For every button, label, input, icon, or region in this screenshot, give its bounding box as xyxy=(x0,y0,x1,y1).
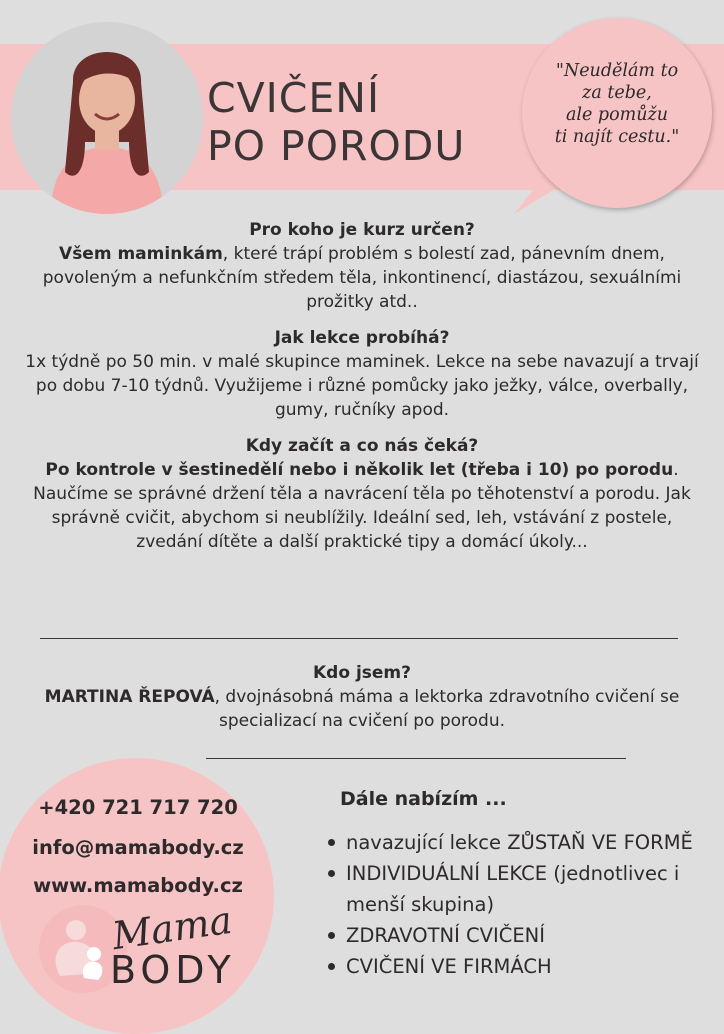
about-name: MARTINA ŘEPOVÁ xyxy=(44,687,215,707)
divider-top xyxy=(40,638,678,639)
about-text xyxy=(20,685,704,733)
section-when-to-start xyxy=(20,434,704,554)
divider-bottom xyxy=(206,758,626,759)
contact-phone[interactable]: +420 721 717 720 xyxy=(38,796,238,819)
title-line-1: CVIČENÍ xyxy=(207,74,381,122)
section-how-it-works xyxy=(20,326,704,422)
about-body: , dvojnásobná máma a lektorka zdravotního cvičení se specializací na cvičení po porodu. xyxy=(214,687,680,731)
section-body: . Naučíme se správné držení těla a navrácení těla po těhotenství a porodu. Jak správně cvičit, abychom si neublížily. Ideální sed, leh, vstávání z postele, zvedání dítěte a další praktické tipy a domácí úkoly... xyxy=(33,460,691,552)
logo-script-text: Mama xyxy=(109,897,235,959)
instructor-photo xyxy=(11,22,203,214)
title-line-2: PO PORODU xyxy=(207,122,466,170)
offers-heading: Dále nabízím ... xyxy=(340,788,507,810)
quote-line-3: ale pomůžu xyxy=(565,105,669,125)
quote-line-1: "Neudělám to xyxy=(555,61,679,81)
list-item: ZDRAVOTNÍ CVIČENÍ xyxy=(322,920,716,951)
logo-word-text: BODY xyxy=(110,948,236,992)
section-heading: Jak lekce probíhá? xyxy=(274,328,450,348)
section-bold-lead: Všem maminkám xyxy=(59,244,223,264)
section-heading: Pro koho je kurz určen? xyxy=(249,220,475,240)
section-text xyxy=(20,458,704,554)
instructor-portrait-illustration xyxy=(11,22,203,214)
list-item: CVIČENÍ VE FIRMÁCH xyxy=(322,951,716,982)
page-title xyxy=(207,74,465,170)
section-bold-lead: Po kontrole v šestinedělí nebo i několik let (třeba i 10) po porodu xyxy=(45,460,674,480)
contact-email[interactable]: info@mamabody.cz xyxy=(32,836,244,859)
contact-web[interactable]: www.mamabody.cz xyxy=(33,874,243,897)
quote-line-2: za tebe, xyxy=(582,83,652,103)
course-info xyxy=(20,218,704,566)
list-item: INDIVIDUÁLNÍ LEKCE (jednotlivec i menší skupina) xyxy=(322,858,716,920)
section-text xyxy=(20,350,704,422)
about-heading: Kdo jsem? xyxy=(313,663,411,683)
offers-list xyxy=(322,827,716,982)
section-body: 1x týdně po 50 min. v malé skupince maminek. Lekce na sebe navazují a trvají po dobu 7-10 týdnů. Využijeme i různé pomůcky jako ježky, válce, overbally, gumy, ručníky apod. xyxy=(25,352,699,420)
section-heading: Kdy začít a co nás čeká? xyxy=(245,436,479,456)
quote-text xyxy=(522,60,712,148)
section-for-whom xyxy=(20,218,704,314)
section-text xyxy=(20,242,704,314)
quote-line-4: ti najít cestu." xyxy=(554,127,680,147)
about-section xyxy=(20,661,704,733)
list-item: navazující lekce ZŮSTAŇ VE FORMĚ xyxy=(322,827,716,858)
section-body: , které trápí problém s bolestí zad, pánevním dnem, povoleným a nefunkčním středem těla, inkontinencí, diastázou, sexuálními prožitky atd.. xyxy=(42,244,682,312)
